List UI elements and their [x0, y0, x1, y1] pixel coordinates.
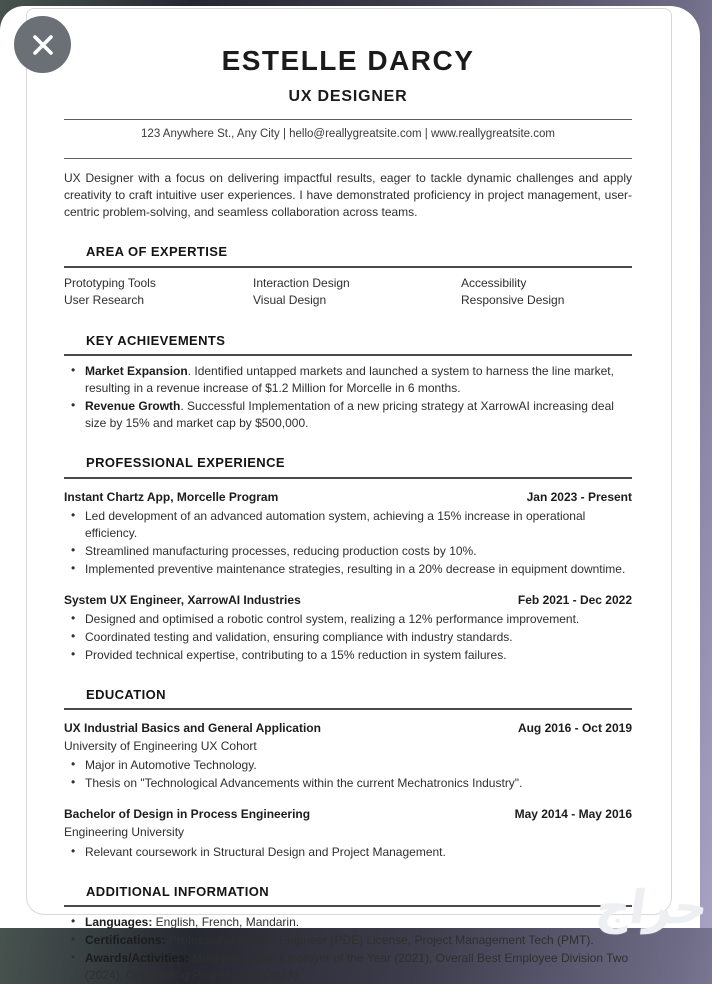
experience-entry-header	[64, 592, 632, 609]
additional-info-lead: Languages:	[85, 915, 153, 929]
additional-info-lead: Awards/Activities:	[85, 951, 189, 966]
experience-bullet: • Streamlined manufacturing processes, reducing production costs by 10%.	[64, 543, 632, 560]
experience-bullet: • Implemented preventive maintenance strategies, resulting in a 20% decrease in equipment downtime.	[64, 561, 632, 578]
experience-bullet: • Provided technical expertise, contributing to a 15% reduction in system failures.	[64, 647, 632, 664]
haraj-watermark-logo: حراج	[593, 881, 712, 933]
additional-info-lead: Certifications:	[85, 933, 166, 948]
section-divider	[64, 905, 632, 907]
achievement-item	[64, 363, 632, 397]
experience-bullets	[64, 611, 632, 664]
close-button[interactable]	[14, 16, 71, 73]
additional-info-text: Professional Design Engineer (PDE) License, Project Management Tech (PMT).	[165, 933, 594, 948]
achievement-lead: Revenue Growth	[85, 399, 181, 414]
experience-entry	[64, 489, 632, 578]
expertise-item: Visual Design	[253, 293, 327, 308]
section-heading-additional: ADDITIONAL INFORMATION	[86, 883, 270, 899]
experience-entry-header	[64, 489, 632, 506]
contact-line: 123 Anywhere St., Any City | hello@reallygreatsite.com | www.reallygreatsite.com	[141, 127, 555, 140]
education-bullet: • Relevant coursework in Structural Design and Project Management.	[64, 844, 632, 861]
education-title: Bachelor of Design in Process Engineering	[64, 807, 311, 822]
section-professional-experience	[64, 454, 632, 664]
education-title: UX Industrial Basics and General Application	[64, 721, 321, 736]
additional-info-item	[64, 950, 632, 984]
additional-info-item	[64, 914, 632, 931]
education-bullets	[64, 757, 632, 792]
education-bullet: • Major in Automotive Technology.	[64, 757, 632, 774]
close-icon	[31, 33, 55, 57]
expertise-item: Prototyping Tools	[64, 275, 156, 290]
summary-paragraph: UX Designer with a focus on delivering impactful results, eager to tackle dynamic challenges and apply creativity to craft intuitive user experiences. I have demonstrated proficiency in project management, user-centric problem-solving, and seamless collaboration across teams.	[64, 171, 632, 220]
additional-info-text: English, French, Mandarin.	[152, 915, 300, 929]
education-dates: May 2014 - May 2016	[514, 807, 632, 822]
achievement-lead: Market Expansion	[85, 364, 188, 379]
experience-title: System UX Engineer, XarrowAI Industries	[64, 592, 301, 607]
education-bullets	[64, 844, 632, 861]
achievement-text: . Identified untapped markets and launched a system to harness the line market, resulting in a revenue increase of $1.2 Million for Morcelle in 6 months.	[85, 364, 614, 396]
education-school: University of Engineering UX Cohort	[64, 739, 257, 754]
experience-dates: Feb 2021 - Dec 2022	[517, 592, 632, 607]
education-entry	[64, 806, 632, 860]
experience-bullets	[64, 508, 632, 578]
achievement-item	[64, 398, 632, 432]
document-viewer-sheet	[0, 6, 700, 983]
achievements-list	[64, 363, 632, 432]
section-divider	[64, 354, 632, 356]
additional-info-text: Most Innovative Employer of the Year (2021), Overall Best Employee Division Two (2024), Onboarding Project Lead (2023)	[85, 951, 629, 983]
resume-content	[27, 9, 671, 984]
additional-info-list	[64, 914, 632, 984]
experience-bullet: • Coordinated testing and validation, ensuring compliance with industry standards.	[64, 629, 632, 646]
header-divider-bottom	[64, 158, 632, 159]
section-heading-education: EDUCATION	[86, 686, 166, 702]
expertise-column-3	[461, 275, 632, 310]
section-key-achievements	[64, 332, 632, 433]
section-divider	[64, 477, 632, 479]
experience-entry	[64, 592, 632, 664]
expertise-item: User Research	[64, 293, 145, 308]
expertise-column-2	[253, 275, 461, 310]
additional-info-item	[64, 932, 632, 949]
education-bullet: • Thesis on "Technological Advancements within the current Mechatronics Industry".	[64, 775, 632, 792]
section-area-of-expertise	[64, 243, 632, 309]
achievement-text: . Successful Implementation of a new pricing strategy at XarrowAI increasing deal size by 15% and market cap by $500,000.	[85, 399, 614, 431]
section-divider	[64, 266, 632, 268]
section-divider	[64, 708, 632, 710]
education-school: Engineering University	[64, 825, 185, 840]
expertise-item: Accessibility	[461, 275, 527, 290]
expertise-column-1	[64, 275, 253, 310]
experience-title: Instant Chartz App, Morcelle Program	[64, 489, 279, 504]
experience-bullet: • Led development of an advanced automation system, achieving a 15% increase in operational efficiency.	[64, 508, 632, 542]
section-heading-experience: PROFESSIONAL EXPERIENCE	[86, 455, 285, 471]
resume-name: ESTELLE DARCY	[221, 45, 475, 76]
section-additional-information	[64, 883, 632, 984]
expertise-grid	[64, 275, 632, 310]
education-entry-header	[64, 806, 632, 823]
education-entry	[64, 720, 632, 792]
education-dates: Aug 2016 - Oct 2019	[517, 721, 632, 736]
education-entry-header	[64, 720, 632, 737]
section-heading-achievements: KEY ACHIEVEMENTS	[86, 332, 226, 348]
resume-job-title: UX DESIGNER	[288, 88, 408, 106]
experience-bullet: • Designed and optimised a robotic control system, realizing a 12% performance improvement.	[64, 611, 632, 628]
section-education	[64, 686, 632, 861]
experience-dates: Jan 2023 - Present	[526, 489, 632, 504]
expertise-item: Responsive Design	[461, 293, 565, 308]
expertise-item: Interaction Design	[253, 275, 350, 290]
section-heading-expertise: AREA OF EXPERTISE	[86, 244, 228, 260]
